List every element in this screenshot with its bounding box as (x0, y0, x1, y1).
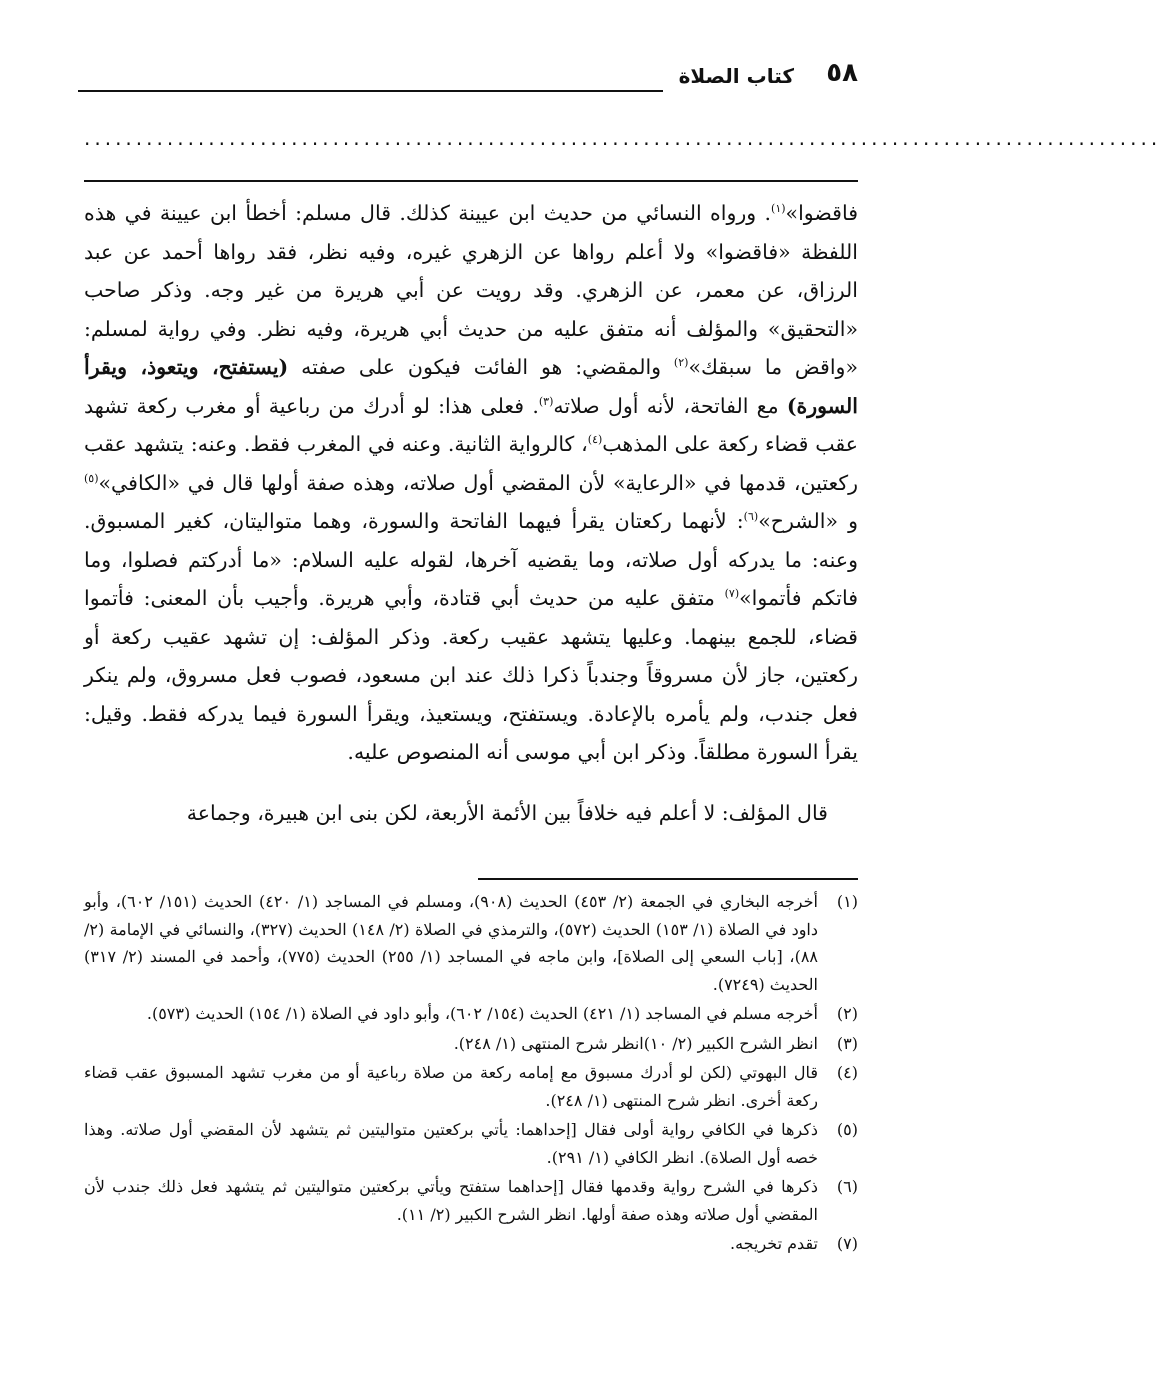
footnote (84, 1230, 858, 1258)
book-title: كتاب الصلاة (678, 64, 794, 88)
top-rule (84, 180, 858, 182)
footnote-number: (٣) (836, 1033, 858, 1053)
footnote-ref: (١) (771, 202, 786, 216)
footnote-ref: (٥) (84, 471, 99, 485)
footnotes (84, 888, 858, 1260)
paragraph (84, 194, 858, 772)
text-run: والمقضي: هو الفائت فيكون على صفته (288, 355, 674, 379)
text-run: . فعلى هذا: لو أدرك من رباعية أو مغرب ركعة تشهد عقب قضاء ركعة على المذهب (84, 393, 858, 456)
footnote (84, 1030, 858, 1058)
footnote-text: ذكرها في الشرح رواية وقدمها فقال [إحداهما ستفتح ويأتي بركعتين متواليتين ثم يتشهد فعل ذلك جندب لأن المقضي أول صلاته وهذه صفة أولها. انظر الشرح الكبير (٢/ ١١). (84, 1177, 818, 1224)
footnote-text: قال البهوتي (لكن لو أدرك مسبوق مع إمامه ركعة من صلاة رباعية أو من مغرب تشهد المسبوق عقب قضاء ركعة أخرى. انظر شرح المنتهى (١/ ٢٤٨). (84, 1063, 818, 1110)
text-run: : لأنهما ركعتان يقرأ فيهما الفاتحة والسورة، وهما متواليتان، كغير المسبوق. وعنه: ما يدركه أول صلاته، وما يقضيه آخرها، لقوله عليه السلام: «ما أدركتم فصلوا، وما فاتكم فأتموا» (84, 509, 858, 610)
footnote-ref: (٧) (724, 587, 740, 601)
footnote-number: (٤) (836, 1063, 858, 1082)
footnote-number: (٧) (836, 1234, 858, 1253)
footnote-rule (478, 878, 858, 880)
footnote-number: (٥) (836, 1120, 858, 1139)
footnote (84, 888, 858, 998)
text-run: ، كالرواية الثانية. وعنه في المغرب فقط. وعنه: يتشهد عقب ركعتين، قدمها في «الرعاية» لأن المقضي أول صلاته، وهذه صفة أولها قال في «الكافي» (84, 432, 858, 495)
header-rule (78, 90, 663, 92)
footnote (84, 1116, 858, 1171)
text-run: متفق عليه من حديث أبي قتادة، وأبي هريرة. وأجيب بأن المعنى: فأتموا قضاء، للجمع بينهما. وعليها يتشهد عقيب ركعة. وذكر المؤلف: إن تشهد عقيب ركعة أو ركعتين، جاز لأن مسروقاً وجندباً ذكرا ذلك عند ابن مسعود، فصوب فعل مسروق، ولم ينكر فعل جندب، ولم يأمره بالإعادة. ويستفتح، ويستعيذ، ويقرأ السورة فيما يدركه فقط. وقيل: يقرأ السورة مطلقاً. وذكر ابن أبي موسى أنه المنصوص عليه. (84, 586, 858, 764)
footnote-text: انظر الشرح الكبير (٢/ ١٠)انظر شرح المنتهى (١/ ٢٤٨). (453, 1033, 818, 1053)
dotted-separator: ........................................................................................................ (84, 126, 1161, 150)
paragraph: قال المؤلف: لا أعلم فيه خلافاً بين الأئمة الأربعة، لكن بنى ابن هبيرة، وجماعة (186, 800, 828, 825)
footnote-number: (٦) (836, 1177, 858, 1196)
footnote-number: (١) (836, 892, 858, 911)
footnote (84, 1000, 858, 1028)
main-text (84, 194, 858, 832)
text-run: و «الشرح» (758, 509, 858, 533)
footnote-number: (٢) (836, 1004, 858, 1023)
text-run: . ورواه النسائي من حديث ابن عيينة كذلك. قال مسلم: أخطأ ابن عيينة في هذه اللفظة «فاقضوا» ولا أعلم رواها عن الزهري غيره، وفيه نظر، فقد رواها أحمد عن عبد الرزاق، عن معمر، عن الزهري. وقد رويت عن أبي هريرة من غير وجه. وذكر صاحب «التحقيق» والمؤلف أنه متفق عليه من حديث أبي هريرة، وفيه نظر. وفي رواية لمسلم: «واقض ما سبقك» (84, 201, 858, 379)
footnote-ref: (٦) (743, 510, 759, 524)
footnote-text: أخرجه مسلم في المساجد (١/ ٤٢١) الحديث (١٥٤/ ٦٠٢)، وأبو داود في الصلاة (١/ ١٥٤) الحديث (٥٧٣). (146, 1004, 818, 1023)
footnote-ref: (٢) (673, 356, 689, 370)
footnote-text: تقدم تخريجه. (730, 1234, 818, 1253)
footnote-text: ذكرها في الكافي رواية أولى فقال [إحداهما: يأتي بركعتين متواليتين ثم يتشهد لأن المقضي أول صلاته. وهذا خصه أول الصلاة). انظر الكافي (١/ ٢٩١). (84, 1120, 818, 1167)
page-number: ٥٨ (826, 58, 858, 88)
page-header (78, 58, 858, 98)
footnote (84, 1173, 858, 1228)
text-run: مع الفاتحة، لأنه أول صلاته (553, 393, 787, 418)
footnote-text: أخرجه البخاري في الجمعة (٢/ ٤٥٣) الحديث (٩٠٨)، ومسلم في المساجد (١/ ٤٢٠) الحديث (١٥١/ ٦٠٢)، وأبو داود في الصلاة (١/ ١٥٣) الحديث (٥٧٢)، والترمذي في الصلاة (٢/ ١٤٨) الحديث (٣٢٧)، والنسائي في الإمامة (٢/ ٨٨)، [باب السعي إلى الصلاة]، وابن ماجه في المساجد (١/ ٢٥٥) الحديث (٧٧٥)، وأحمد في المسند (٢/ ٣١٧) الحديث (٧٢٤٩). (84, 892, 819, 994)
footnote-ref: (٣) (538, 394, 554, 408)
footnote (84, 1059, 858, 1114)
text-run: فاقضوا» (785, 201, 858, 225)
bold-text: (يستفتح، ويتعوذ، ويقرأ السورة) (84, 355, 858, 418)
footnote-ref: (٤) (587, 433, 603, 447)
